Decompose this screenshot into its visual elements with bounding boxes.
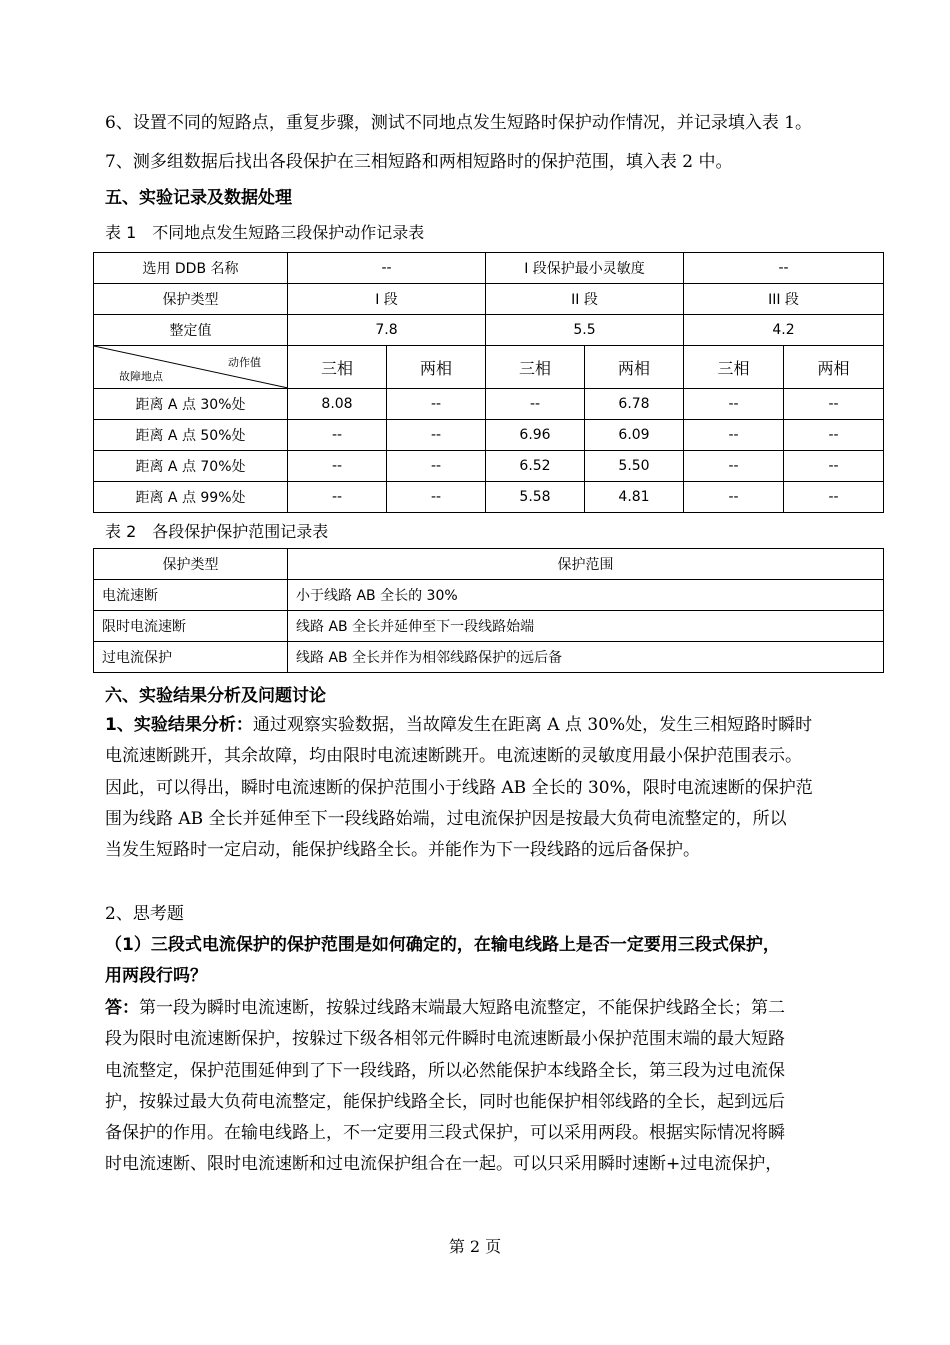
answer-text: 第一段为瞬时电流速断，按躲过线路末端最大短路电流整定，不能保护线路全长；第二 (139, 998, 785, 1018)
table-cell: -- (784, 420, 884, 451)
table-1-row-phase-header (94, 346, 884, 389)
table-cell: -- (288, 420, 387, 451)
analysis-label: 1、实验结果分析： (105, 715, 253, 735)
table-cell: -- (288, 253, 486, 284)
diagonal-label-top: 动作值 (228, 356, 261, 369)
table-cell: -- (288, 451, 387, 482)
analysis-line (105, 710, 880, 741)
answer-line: 备保护的作用。在输电线路上，不一定要用三段式保护，可以采用两段。根据实际情况将瞬 (105, 1123, 785, 1144)
answer-line: 电流整定，保护范围延伸到了下一段线路，所以必然能保护本线路全长，第三段为过电流保 (105, 1060, 785, 1081)
table-cell: -- (684, 420, 784, 451)
table-cell: 选用 DDB 名称 (94, 253, 288, 284)
table-cell: -- (684, 389, 784, 420)
answer-line: 时电流速断、限时电流速断和过电流保护组合在一起。可以只采用瞬时速断+过电流保护， (105, 1154, 783, 1175)
table-cell: 6.52 (486, 451, 585, 482)
protection-range-cell: 线路 AB 全长并延伸至下一段线路始端 (288, 611, 884, 642)
table-cell: 5.50 (585, 451, 684, 482)
page-number: 第 2 页 (448, 1237, 502, 1256)
table-cell: 5.58 (486, 482, 585, 513)
table-row (94, 642, 884, 673)
phase-header: 三相 (684, 346, 784, 389)
think-title: 2、思考题 (105, 904, 184, 924)
table-cell: 5.5 (486, 315, 684, 346)
question-line: （1）三段式电流保护的保护范围是如何确定的，在输电线路上是否一定要用三段式保护， (105, 935, 780, 955)
section-5-heading: 五、实验记录及数据处理 (105, 188, 292, 208)
protection-range-cell: 线路 AB 全长并作为相邻线路保护的远后备 (288, 642, 884, 673)
table-cell: 保护类型 (94, 284, 288, 315)
diagonal-header-cell (94, 346, 288, 389)
table-cell: II 段 (486, 284, 684, 315)
phase-header: 两相 (387, 346, 486, 389)
analysis-line: 因此，可以得出，瞬时电流速断的保护范围小于线路 AB 全长的 30%，限时电流速断的保护范 (105, 777, 813, 798)
table-1-row-ddb (94, 253, 884, 284)
table-row (94, 611, 884, 642)
table-cell: -- (684, 253, 884, 284)
phase-header: 三相 (288, 346, 387, 389)
table-cell: 6.09 (585, 420, 684, 451)
fault-location-cell: 距离 A 点 99%处 (94, 482, 288, 513)
table-cell: -- (784, 451, 884, 482)
fault-location-cell: 距离 A 点 70%处 (94, 451, 288, 482)
answer-paragraph (105, 993, 880, 1181)
table-2 (93, 548, 884, 673)
table-cell: 4.2 (684, 315, 884, 346)
table-header-cell: 保护类型 (94, 549, 288, 580)
table-cell: I 段 (288, 284, 486, 315)
protection-type-cell: 过电流保护 (94, 642, 288, 673)
phase-header: 两相 (784, 346, 884, 389)
table-2-header-row (94, 549, 884, 580)
question-line: 用两段行吗？ (105, 966, 207, 987)
step-6-text: 6、设置不同的短路点，重复步骤，测试不同地点发生短路时保护动作情况，并记录填入表 1。 (105, 113, 813, 133)
table-row (94, 482, 884, 513)
table-2-caption: 表 2 各段保护保护范围记录表 (105, 522, 329, 541)
answer-line (105, 993, 880, 1024)
table-cell: 6.96 (486, 420, 585, 451)
answer-line: 段为限时电流速断保护，按躲过下级各相邻元件瞬时电流速断最小保护范围末端的最大短路 (105, 1029, 785, 1050)
table-cell: -- (387, 451, 486, 482)
fault-location-cell: 距离 A 点 50%处 (94, 420, 288, 451)
protection-range-cell: 小于线路 AB 全长的 30% (288, 580, 884, 611)
phase-header: 三相 (486, 346, 585, 389)
table-row (94, 580, 884, 611)
table-header-cell: 保护范围 (288, 549, 884, 580)
analysis-line: 电流速断跳开，其余故障，均由限时电流速断跳开。电流速断的灵敏度用最小保护范围表示。 (105, 746, 802, 767)
step-7-text: 7、测多组数据后找出各段保护在三相短路和两相短路时的保护范围，填入表 2 中。 (105, 152, 733, 172)
table-1-caption: 表 1 不同地点发生短路三段保护动作记录表 (105, 223, 425, 242)
answer-line: 护，按躲过最大负荷电流整定，能保护线路全长，同时也能保护相邻线路的全长，起到远后 (105, 1091, 785, 1112)
table-row (94, 451, 884, 482)
table-cell: -- (784, 389, 884, 420)
table-cell: -- (387, 420, 486, 451)
phase-header: 两相 (585, 346, 684, 389)
answer-label: 答： (105, 998, 139, 1018)
table-row (94, 389, 884, 420)
table-cell: -- (387, 389, 486, 420)
analysis-line: 当发生短路时一定启动，能保护线路全长。并能作为下一段线路的远后备保护。 (105, 840, 700, 861)
table-cell: III 段 (684, 284, 884, 315)
section-6-heading: 六、实验结果分析及问题讨论 (105, 686, 326, 706)
think-heading (105, 899, 880, 930)
table-cell: 7.8 (288, 315, 486, 346)
table-cell: 6.78 (585, 389, 684, 420)
table-1-row-type (94, 284, 884, 315)
table-1-row-setting (94, 315, 884, 346)
table-1 (93, 252, 884, 513)
diagonal-label-bottom: 故障地点 (119, 370, 163, 383)
table-cell: -- (784, 482, 884, 513)
table-row (94, 420, 884, 451)
table-cell: 8.08 (288, 389, 387, 420)
analysis-paragraph (105, 710, 880, 866)
table-cell: -- (486, 389, 585, 420)
table-cell: -- (387, 482, 486, 513)
protection-type-cell: 电流速断 (94, 580, 288, 611)
table-cell: I 段保护最小灵敏度 (486, 253, 684, 284)
analysis-text: 通过观察实验数据，当故障发生在距离 A 点 30%处，发生三相短路时瞬时 (252, 715, 813, 735)
fault-location-cell: 距离 A 点 30%处 (94, 389, 288, 420)
table-cell: -- (684, 451, 784, 482)
table-cell: -- (684, 482, 784, 513)
analysis-line: 围为线路 AB 全长并延伸至下一段线路始端，过电流保护因是按最大负荷电流整定的，所以 (105, 808, 787, 829)
question-paragraph (105, 930, 880, 993)
table-cell: -- (288, 482, 387, 513)
protection-type-cell: 限时电流速断 (94, 611, 288, 642)
table-cell: 4.81 (585, 482, 684, 513)
table-cell: 整定值 (94, 315, 288, 346)
